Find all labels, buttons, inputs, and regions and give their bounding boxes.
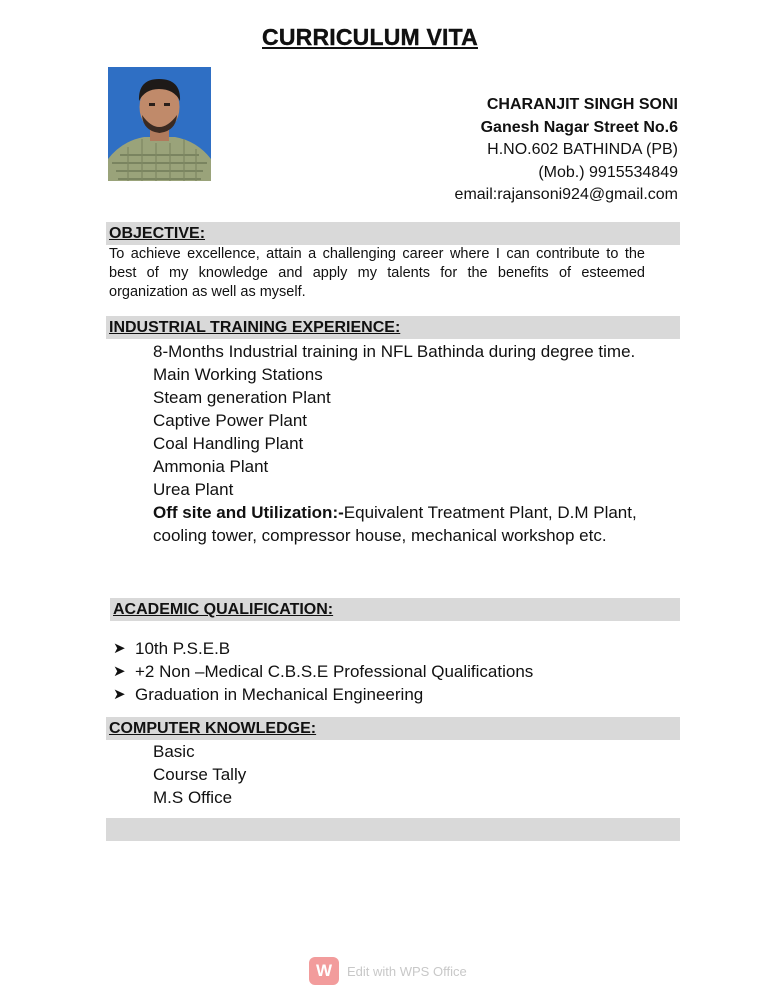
computer-item: M.S Office <box>153 788 233 807</box>
computer-item: Basic <box>153 742 195 761</box>
academic-item: Graduation in Mechanical Engineering <box>135 685 424 704</box>
academic-item: 10th P.S.E.B <box>135 639 231 658</box>
person-photo-image <box>108 67 211 181</box>
computer-item: Course Tally <box>153 765 247 784</box>
training-intro: 8-Months Industrial training in NFL Bathinda during degree time. <box>153 342 636 361</box>
watermark-text: Edit with WPS Office <box>347 963 467 979</box>
wps-logo-icon: W <box>309 957 339 985</box>
academic-list <box>113 637 673 706</box>
training-item: Main Working Stations <box>153 365 323 384</box>
arrow-bullet-icon: ➤ <box>113 640 126 657</box>
academic-heading: ACADEMIC QUALIFICATION: <box>110 598 680 621</box>
street-address: Ganesh Nagar Street No.6 <box>480 118 678 136</box>
offsite-paragraph <box>153 501 648 547</box>
training-heading: INDUSTRIAL TRAINING EXPERIENCE: <box>106 316 680 339</box>
arrow-bullet-icon: ➤ <box>113 663 126 680</box>
house-address: H.NO.602 BATHINDA (PB) <box>487 141 678 158</box>
candidate-name: CHARANJIT SINGH SONI <box>486 96 678 113</box>
training-item: Steam generation Plant <box>153 388 331 407</box>
training-item: Urea Plant <box>153 480 234 499</box>
page-title: CURRICULUM VITA <box>262 24 478 50</box>
mobile-number: (Mob.) 9915534849 <box>538 163 678 181</box>
training-section <box>153 340 648 547</box>
wps-watermark <box>309 957 467 985</box>
computer-section <box>153 740 653 809</box>
objective-text: To achieve excellence, attain a challenging career where I can contribute to the best of my knowledge and apply my talents for the benefits of esteemed organization as well as myself. <box>109 246 645 300</box>
list-item <box>113 683 673 706</box>
arrow-bullet-icon: ➤ <box>113 686 126 703</box>
academic-item: +2 Non –Medical C.B.S.E Professional Qualifications <box>135 662 534 681</box>
objective-heading: OBJECTIVE: <box>106 222 680 245</box>
computer-heading: COMPUTER KNOWLEDGE: <box>106 717 680 740</box>
list-item <box>113 660 673 683</box>
profile-photo <box>108 67 211 181</box>
training-item: Coal Handling Plant <box>153 434 304 453</box>
email-address: email:rajansoni924@gmail.com <box>454 186 678 203</box>
offsite-label: Off site and Utilization:- <box>153 503 344 522</box>
offsite-text: Equivalent Treatment Plant, D.M Plant, cooling tower, compressor house, mechanical workshop etc. <box>153 503 637 545</box>
empty-section-band <box>106 818 680 841</box>
training-item: Ammonia Plant <box>153 457 269 476</box>
contact-block <box>455 94 678 207</box>
training-item: Captive Power Plant <box>153 411 308 430</box>
list-item <box>113 637 673 660</box>
